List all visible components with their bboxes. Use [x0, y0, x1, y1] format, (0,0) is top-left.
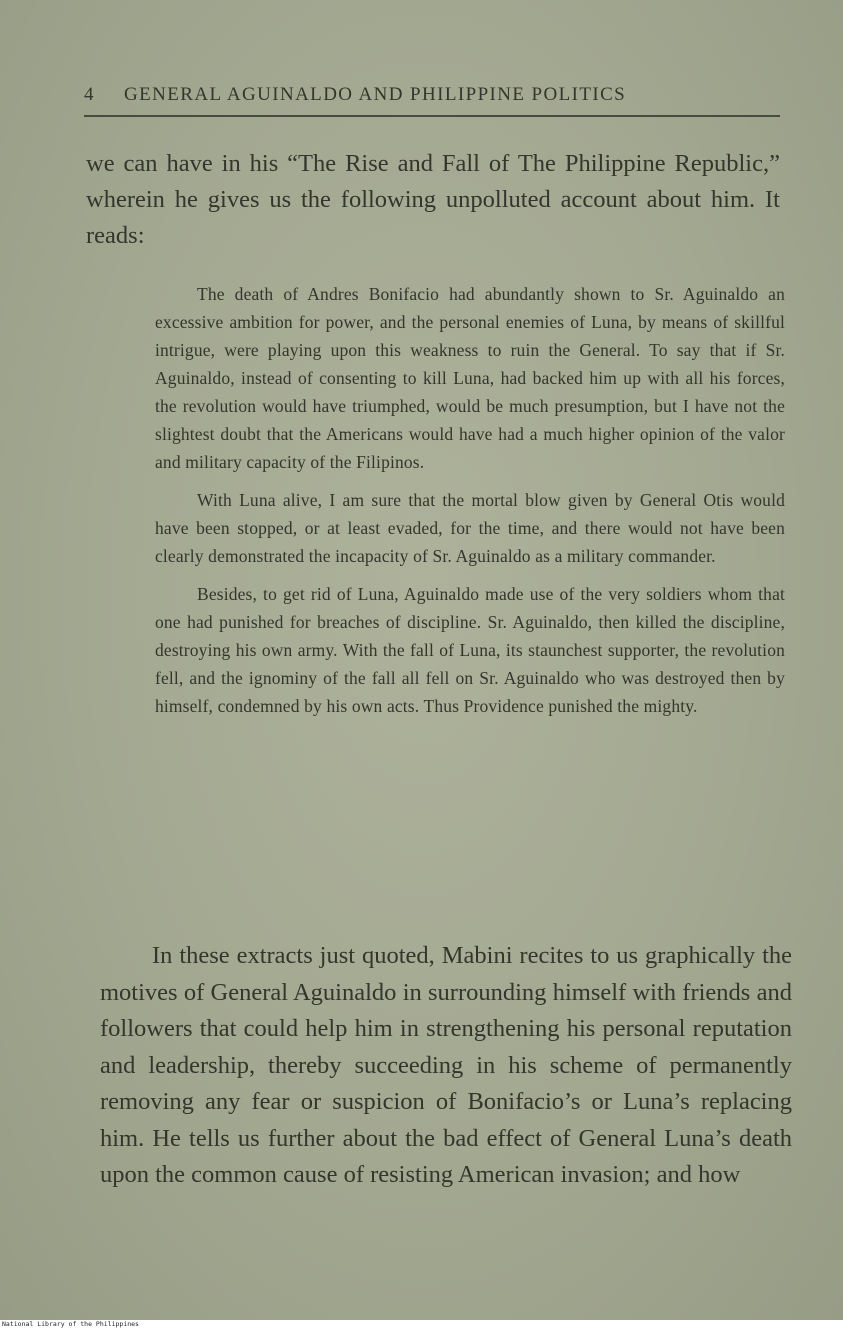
header-rule [84, 115, 780, 117]
lead-paragraph: we can have in his “The Rise and Fall of The Philippine Republic,” wherein he gives us the following unpolluted account about him. It reads: [86, 150, 780, 249]
quote-paragraph-3: Besides, to get rid of Luna, Aguinaldo made use of the very soldiers whom that one had punished for breaches of discipline. Sr. Aguinaldo, then killed the discipline, destroying his own army. With the fall of Luna, its staunchest supporter, the revolution fell, and the ignominy of the fall all fell on Sr. Aguinaldo who was destroyed then by himself, condemned by his own acts. Thus Providence punished the mighty. [155, 584, 785, 716]
quote-paragraph-1: The death of Andres Bonifacio had abundantly shown to Sr. Aguinaldo an excessive ambition for power, and the personal enemies of Luna, by means of skillful intrigue, were playing upon this weakness to ruin the General. To say that if Sr. Aguinaldo, instead of consenting to kill Luna, had backed him up with all his forces, the revolution would have triumphed, would be much presumption, but I have not the slightest doubt that the Americans would have had a much higher opinion of the valor and military capacity of the Filipinos. [155, 284, 785, 472]
running-title: GENERAL AGUINALDO AND PHILIPPINE POLITICS [124, 84, 627, 105]
block-quote [155, 280, 785, 730]
running-header [84, 84, 780, 106]
body-paragraph: In these extracts just quoted, Mabini recites to us graphically the motives of General Aguinaldo in surrounding himself with friends and followers that could help him in strengthening his personal reputation and leadership, thereby succeeding in his scheme of permanently removing any fear or suspicion of Bonifacio’s or Luna’s replacing him. He tells us further about the bad effect of General Luna’s death upon the common cause of resisting American invasion; and how [100, 942, 792, 1188]
library-credit: National Library of the Philippines [2, 1320, 139, 1328]
quote-paragraph-2: With Luna alive, I am sure that the mortal blow given by General Otis would have been stopped, or at least evaded, for the time, and there would not have been clearly demonstrated the incapacity of Sr. Aguinaldo as a military commander. [155, 490, 785, 566]
page-number: 4 [84, 84, 95, 105]
